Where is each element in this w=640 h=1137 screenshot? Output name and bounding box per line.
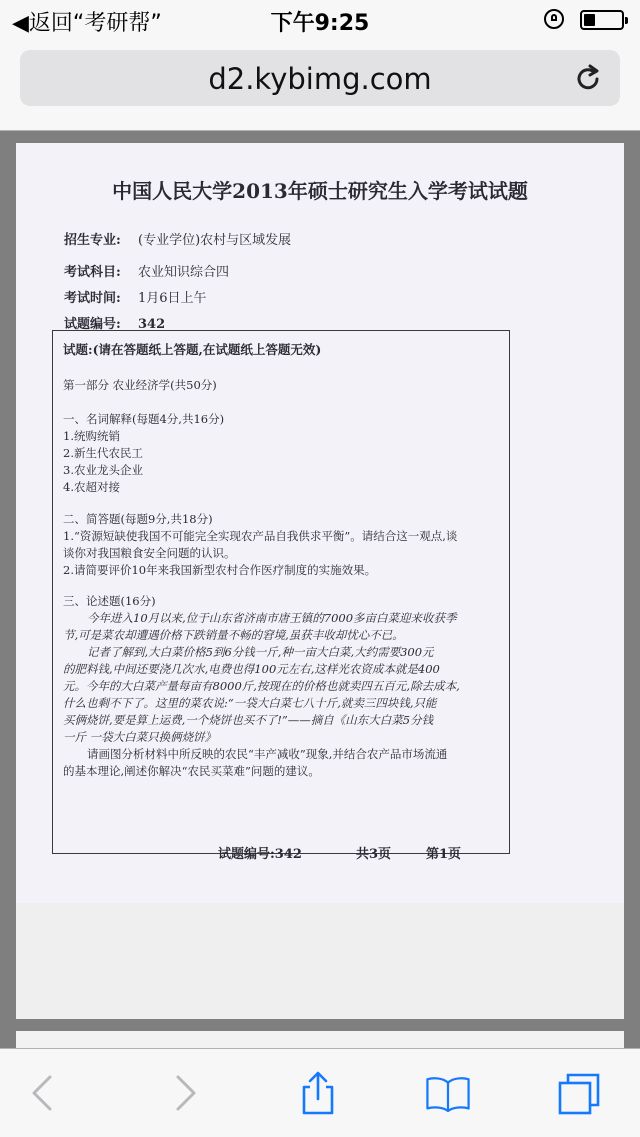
text-line: 今年进入10月以来,位于山东省济南市唐王镇的7000多亩白菜迎来收获季 bbox=[87, 611, 457, 625]
section3-heading: 三、论述题(16分) bbox=[63, 594, 156, 608]
battery-level bbox=[584, 14, 595, 26]
instruction: 试题:(请在答题纸上答题,在试题纸上答题无效) bbox=[63, 342, 322, 357]
section2-heading: 二、简答题(每题9分,共18分) bbox=[63, 512, 213, 526]
status-time: 下午9:25 bbox=[270, 11, 370, 36]
meta-label: 试题编号: bbox=[64, 317, 121, 332]
list-item: 3.农业龙头企业 bbox=[63, 463, 143, 477]
text-line: 谈你对我国粮食安全问题的认识。 bbox=[63, 546, 236, 560]
orientation-lock-icon bbox=[544, 9, 564, 29]
back-to-app-link[interactable]: ◀返回“考研帮” bbox=[12, 11, 162, 36]
text-line: 请画图分析材料中所反映的农民“丰产减收”现象,并结合农产品市场流通 bbox=[87, 747, 448, 761]
meta-subject bbox=[64, 261, 229, 280]
text-line: 的基本理论,阐述你解决“农民买菜难”问题的建议。 bbox=[63, 764, 320, 778]
meta-value: (专业学位)农村与区域发展 bbox=[138, 233, 292, 248]
footer-code: 试题编号:342 bbox=[218, 847, 302, 862]
text-line: 记者了解到,大白菜价格5到6分钱一斤,种一亩大白菜,大约需要300元 bbox=[87, 645, 434, 659]
meta-value: 342 bbox=[138, 317, 166, 332]
text-line: 2.请简要评价10年来我国新型农村合作医疗制度的实施效果。 bbox=[63, 563, 377, 577]
question-box bbox=[52, 330, 510, 854]
browser-toolbar bbox=[0, 1048, 640, 1137]
text-line: 什么也剩不下了。这里的菜农说:“一袋大白菜七八十斤,就卖三四块钱,只能 bbox=[63, 696, 437, 710]
share-icon[interactable] bbox=[294, 1069, 342, 1117]
text-line: 买俩烧饼,要是算上运费,一个烧饼也买不了!”——摘自《山东大白菜5分钱 bbox=[63, 713, 434, 727]
meta-value: 1月6日上午 bbox=[138, 291, 207, 306]
meta-value: 农业知识综合四 bbox=[138, 265, 230, 280]
list-item: 1.统购统销 bbox=[63, 429, 120, 443]
footer-total: 共3页 bbox=[356, 847, 392, 862]
list-item: 4.农超对接 bbox=[63, 480, 120, 494]
text-line: 元。今年的大白菜产量每亩有8000斤,按现在的价格也就卖四五百元,除去成本, bbox=[63, 679, 460, 693]
battery-icon bbox=[580, 10, 624, 30]
web-content[interactable] bbox=[0, 131, 640, 1048]
meta-major bbox=[64, 229, 291, 248]
tabs-icon[interactable] bbox=[556, 1069, 604, 1117]
back-icon[interactable] bbox=[20, 1069, 68, 1117]
status-bar bbox=[0, 0, 640, 40]
exam-title: 中国人民大学2013年硕士研究生入学考试试题 bbox=[112, 179, 528, 203]
part-heading: 第一部分 农业经济学(共50分) bbox=[63, 378, 217, 392]
text-line: 的肥料钱,中间还要浇几次水,电费也得100元左右,这样光农资成本就是400 bbox=[63, 662, 440, 676]
next-page-edge bbox=[16, 1031, 624, 1048]
list-item: 2.新生代农民工 bbox=[63, 446, 143, 460]
browser-address-bar bbox=[0, 40, 640, 131]
forward-icon[interactable] bbox=[160, 1069, 208, 1117]
meta-label: 考试时间: bbox=[64, 291, 121, 306]
text-line: 一斤 一袋大白菜只换俩烧饼》 bbox=[63, 730, 217, 744]
scanned-page bbox=[16, 143, 624, 1019]
section1-heading: 一、名词解释(每题4分,共16分) bbox=[63, 412, 225, 426]
bookmarks-icon[interactable] bbox=[424, 1069, 472, 1117]
url-field[interactable] bbox=[20, 50, 620, 106]
text-line: 1.“资源短缺使我国不可能完全实现农产品自我供求平衡”。请结合这一观点,谈 bbox=[63, 529, 458, 543]
text-line: 节,可是菜农却遭遇价格下跌销量不畅的窘境,虽获丰收却忧心不已。 bbox=[63, 628, 404, 642]
url-text: d2.kybimg.com bbox=[208, 62, 432, 96]
meta-time bbox=[64, 287, 207, 306]
meta-label: 考试科目: bbox=[64, 265, 121, 280]
page-bottom-margin bbox=[16, 903, 624, 1019]
footer-page: 第1页 bbox=[426, 847, 462, 862]
meta-label: 招生专业: bbox=[64, 233, 121, 248]
reload-icon[interactable] bbox=[570, 60, 606, 96]
